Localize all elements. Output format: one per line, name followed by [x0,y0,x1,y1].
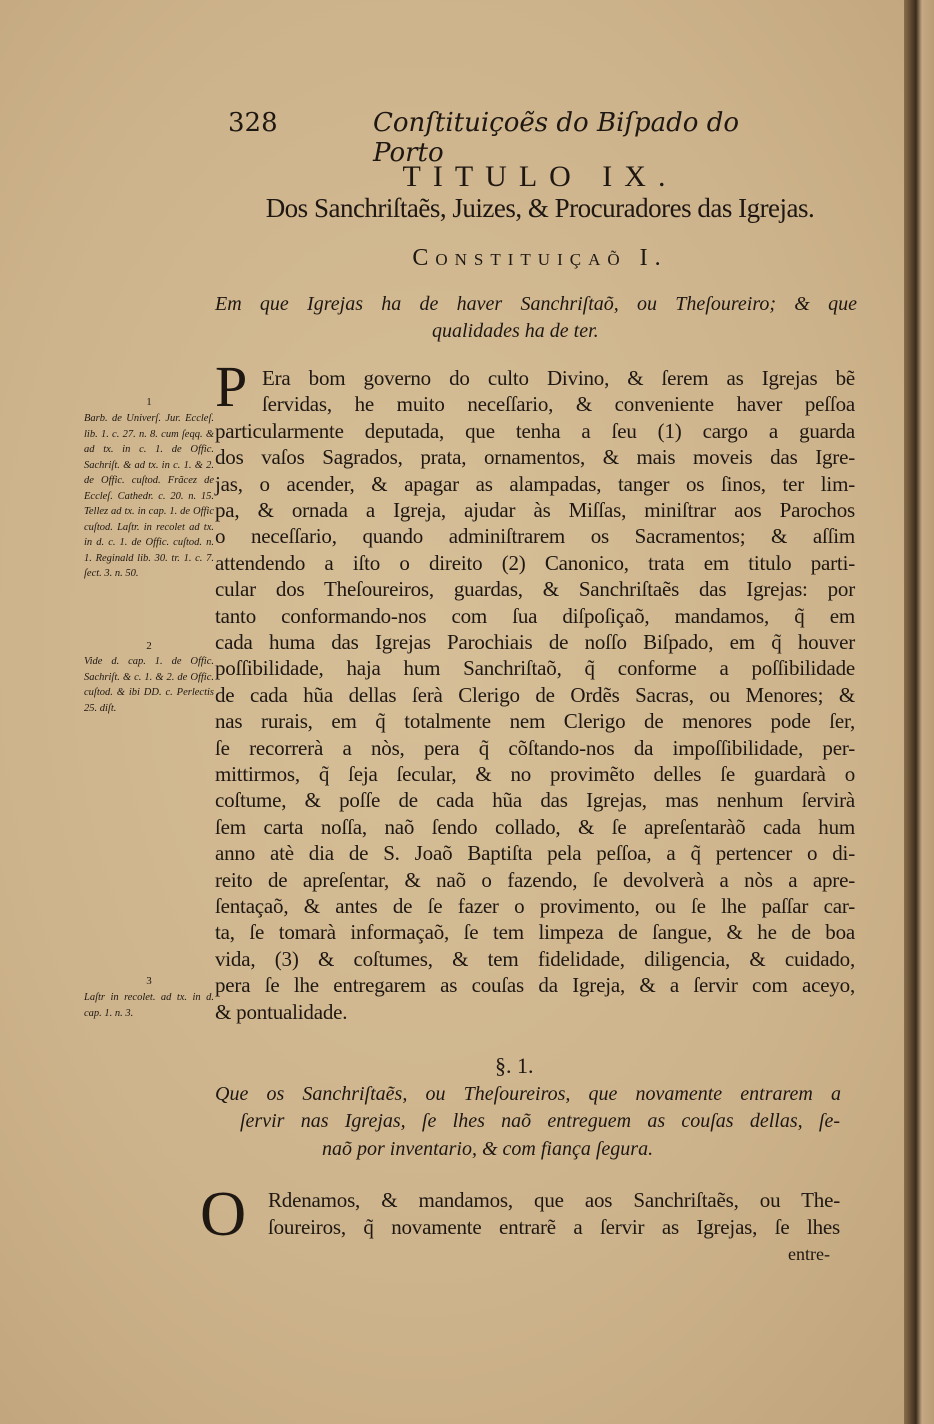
body-line: cular dos Theſoureiros, guardas, & Sanchriſtaẽs das Igrejas: por [215,577,855,602]
marginal-note: Laſtr in recolet. ad tx. in d. cap. 1. n. 3. [84,992,214,1019]
section-number: §. 1. [495,1053,534,1078]
note-number: 1 [146,396,152,408]
body-line: nas rurais, em q̃ totalmente nem Clerigo de menores pode ſer, [215,709,855,734]
body-line: jas, o acender, & apagar as alampadas, tanger os ſinos, ter lim- [215,471,855,496]
note-number: 3 [146,975,152,987]
page-edge [904,0,934,1424]
body-line: o neceſſario, quando adminiſtrarem os Sacramentos; & aſſim [215,524,855,549]
body-line: reito de apreſentar, & naõ o fazendo, ſe devolverà a nòs a apre- [215,867,855,892]
body-line: pa, & ornada a Igreja, ajudar às Miſſas, miniſtrar aos Parochos [215,498,855,522]
titulo-subtitle: Dos Sanchriſtaẽs, Juizes, & Procuradores das Igrejas. [265,193,815,223]
body-line: tanto conformando-nos com ſua diſpoſiçaõ, mandamos, q̃ em [215,603,855,628]
running-title: Conſtituiçoẽs do Biſpado do Porto [373,108,740,168]
marginal-note: Vide d. cap. 1. de Offic. Sachriſt. & c. 1. & 2. de Offic. cuſtod. & ibi DD. c. Perlectis 25. diſt. [84,656,214,714]
body-line: attendendo a iſto o direito (2) Canonico, trata em titulo parti- [215,550,855,575]
section-rubric-line: Que os Sanchriſtaẽs, ou Theſoureiros, que novamente entrarem a [215,1083,841,1105]
body2-line: Rdenamos, & mandamos, que aos Sanchriſtaẽs, ou The- [268,1188,840,1212]
body-line: ſem carta noſſa, naõ ſendo collado, & ſe apreſentaràõ cada hum [215,814,855,839]
body-line: ſervidas, he muito neceſſario, & conveniente haver peſſoa [262,392,855,417]
body-line: Era bom governo do culto Divino, & ſerem as Igrejas bẽ [262,366,855,390]
section-rubric-line: ſervir nas Igrejas, ſe lhes naõ entreguem as couſas dellas, ſe- [240,1110,840,1132]
body-line: ſentaçaõ, & antes de ſe fazer o provimento, ou ſe lhe paſſar car- [215,894,855,918]
body-line: de cada hũa dellas ſerà Clerigo de Ordẽs Sacras, ou Menores; & [215,682,855,707]
body-line: vida, (3) & coſtumes, & tem fidelidade, diligencia, & cuidado, [215,946,855,971]
catchword: entre- [788,1244,830,1264]
body-line: cada huma das Igrejas Parochiais de noſſo Biſpado, em q̃ houver [215,630,855,654]
body-line: dos vaſos Sagrados, prata, ornamentos, & mais moveis das Igre- [215,445,855,470]
body-line: poſſibilidade, haja hum Sanchriſtaõ, q̃ conforme a poſſibilidade [215,656,855,681]
rubric-line: qualidades ha de ter. [432,320,599,342]
constituicao-heading: Constituiçaõ I. [412,245,668,271]
drop-cap: P [215,354,248,419]
drop-cap-2: O [200,1178,247,1249]
body-line: anno atè dia de S. Joaõ Baptiſta pela peſſoa, a q̃ pertencer o di- [215,841,855,866]
section-rubric-line: naõ por inventario, & com fiança ſegura. [322,1138,654,1160]
titulo-heading: TITULO IX. [402,160,678,193]
body-line: particularmente deputada, que tenha a ſeu (1) cargo a guarda [215,418,855,443]
body-line: mittirmos, q̃ ſeja ſecular, & no provimẽto delles ſe guardarà o [215,762,855,786]
body-line: ta, ſe tomarà informaçaõ, ſe tem limpeza de ſangue, & he de boa [215,920,855,945]
note-number: 2 [146,640,152,652]
marginal-note: Barb. de Univerſ. Jur. Eccleſ. lib. 1. c. 27. n. 8. cum ſeqq. & ad tx. in c. 1. de Offic. Sachriſt. & ad tx. in c. 1. & 2. de Offic. cuſtod. Frãcez de Eccleſ. Cathedr. c. 20. n. 15. Tellez ad tx. in cap. 1. de Offic cuſtod. Laſtr. in recolet ad tx. in d. c. 1. de Offic. cuſtod. n. 1. Reginald lib. 30. tr. 1. c. 7. ſect. 3. n. 50. [84,413,214,579]
body-line: ſe recorrerà a nòs, pera q̃ cõſtando-nos da impoſſibilidade, per- [215,735,855,760]
rubric-line: Em que Igrejas ha de haver Sanchriſtaõ, ou Theſoureiro; & que [215,293,857,315]
body-line: & pontualidade. [215,999,348,1024]
body-line: pera ſe lhe entregarem as couſas da Igreja, & a ſervir com aceyo, [215,973,855,998]
page-number: 328 [228,108,278,138]
body2-line: ſoureiros, q̃ novamente entrarẽ a ſervir as Igrejas, ſe lhes [268,1215,840,1239]
body-line: coſtume, & poſſe de cada hũa das Igrejas, mas nenhum ſervirà [215,788,855,813]
